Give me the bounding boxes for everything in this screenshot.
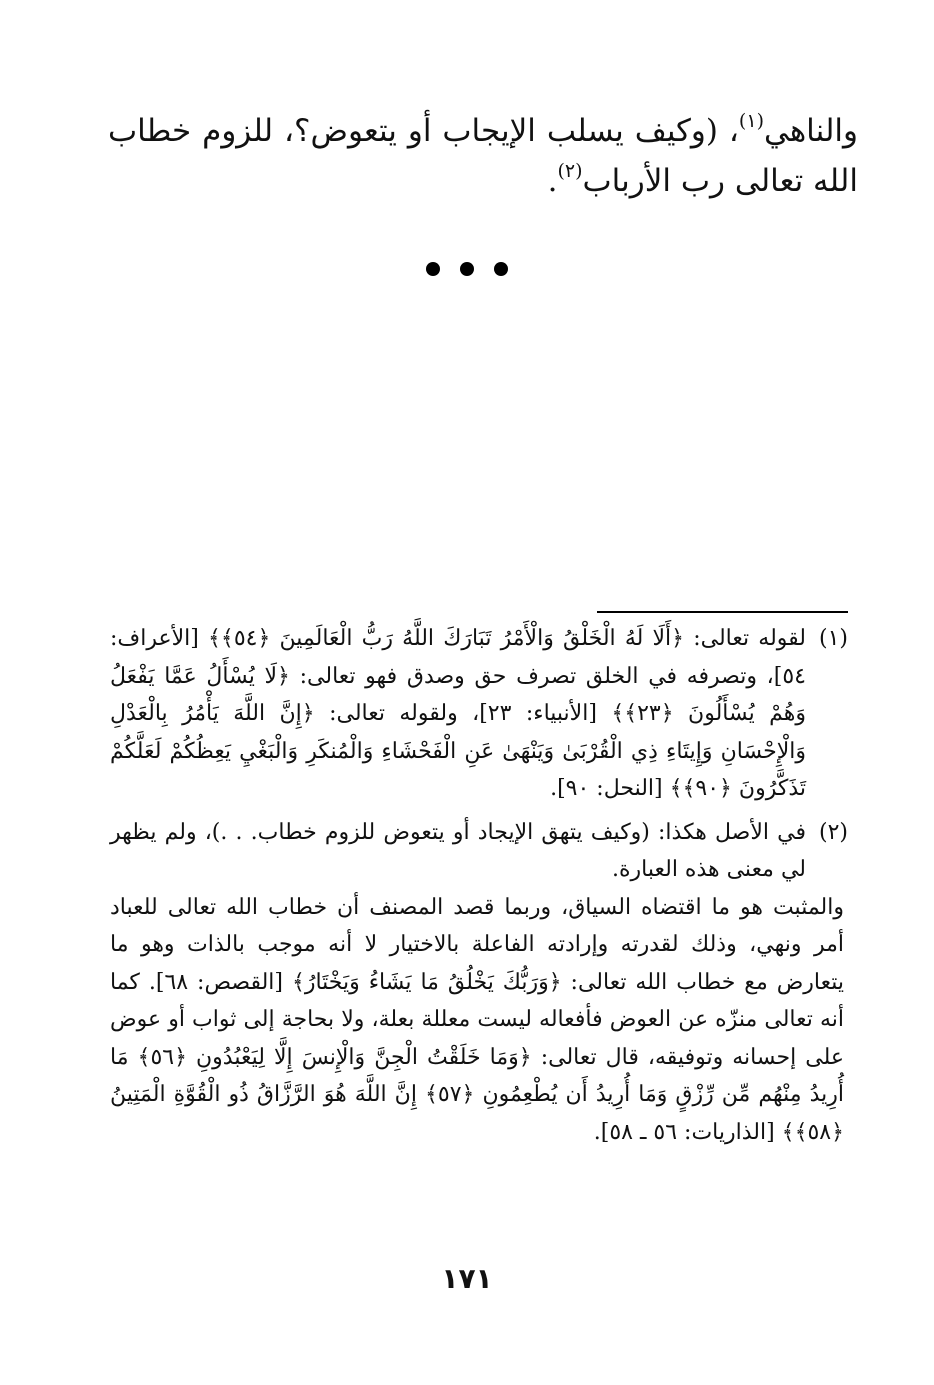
footnote-divider (597, 611, 848, 613)
main-text-segment: والناهي (763, 113, 858, 149)
footnotes-section (110, 620, 848, 1151)
separator-dot (460, 262, 474, 276)
footnote-number: (٢) (818, 819, 848, 845)
main-text-segment: ، (وكيف يسلب الإيجاب أو يتعوض؟، للزوم خطاب الله تعالى رب الأرباب (108, 113, 858, 199)
footnote-reference-1[interactable]: (١) (738, 110, 764, 132)
page-number: ١٧١ (441, 1262, 493, 1295)
footnote-text: لقوله تعالى: ﴿أَلَا لَهُ الْخَلْقُ وَالْأَمْرُ تَبَارَكَ اللَّهُ رَبُّ الْعَالَمِينَ ﴿٥٤﴾﴾ [الأعراف: ٥٤]، وتصرفه في الخلق تصرف حق وصدق فهو تعالى: ﴿لَا يُسْأَلُ عَمَّا يَفْعَلُ وَهُمْ يُسْأَلُونَ ﴿٢٣﴾﴾ [الأنبياء: ٢٣]، ولقوله تعالى: ﴿إِنَّ اللَّهَ يَأْمُرُ بِالْعَدْلِ وَالْإِحْسَانِ وَإِيتَاءِ ذِي الْقُرْبَىٰ وَيَنْهَىٰ عَنِ الْفَحْشَاءِ وَالْمُنكَرِ وَالْبَغْيِ يَعِظُكُمْ لَعَلَّكُمْ تَذَكَّرُونَ ﴿٩٠﴾﴾ [النحل: ٩٠]. (110, 626, 806, 801)
footnote-1 (110, 620, 848, 808)
main-text-block (108, 106, 858, 206)
footnote-number: (١) (818, 626, 848, 651)
separator-dot (426, 262, 440, 276)
section-separator (0, 262, 934, 276)
separator-dot (494, 262, 508, 276)
main-text-period: . (547, 163, 558, 199)
footnote-2-continuation: والمثبت هو ما اقتضاه السياق، وربما قصد المصنف أن خطاب الله تعالى للعباد أمر ونهي، وذلك لقدرته وإرادته الفاعلة بالاختيار لا أنه موجب بالذات وهو ما يتعارض مع خطاب الله تعالى: ﴿وَرَبُّكَ يَخْلُقُ مَا يَشَاءُ وَيَخْتَارُ﴾ [القصص: ٦٨]. كما أنه تعالى منزّه عن العوض فأفعاله ليست معللة بعلة، ولا بحاجة إلى ثواب أو عوض على إحسانه وتوفيقه، قال تعالى: ﴿وَمَا خَلَقْتُ الْجِنَّ وَالْإِنسَ إِلَّا لِيَعْبُدُونِ ﴿٥٦﴾ مَا أُرِيدُ مِنْهُم مِّن رِّزْقٍ وَمَا أُرِيدُ أَن يُطْعِمُونِ ﴿٥٧﴾ إِنَّ اللَّهَ هُوَ الرَّزَّاقُ ذُو الْقُوَّةِ الْمَتِينُ ﴿٥٨﴾﴾ [الذاريات: ٥٦ ـ ٥٨]. (110, 894, 845, 1145)
main-paragraph (108, 106, 858, 206)
footnote-2 (110, 814, 848, 889)
footnote-reference-2[interactable]: (٢) (557, 160, 583, 182)
footnote-text: في الأصل هكذا: (وكيف يتهق الإيجاد أو يتعوض للزوم خطاب. . .)، ولم يظهر لي معنى هذه العبارة. (110, 819, 806, 882)
